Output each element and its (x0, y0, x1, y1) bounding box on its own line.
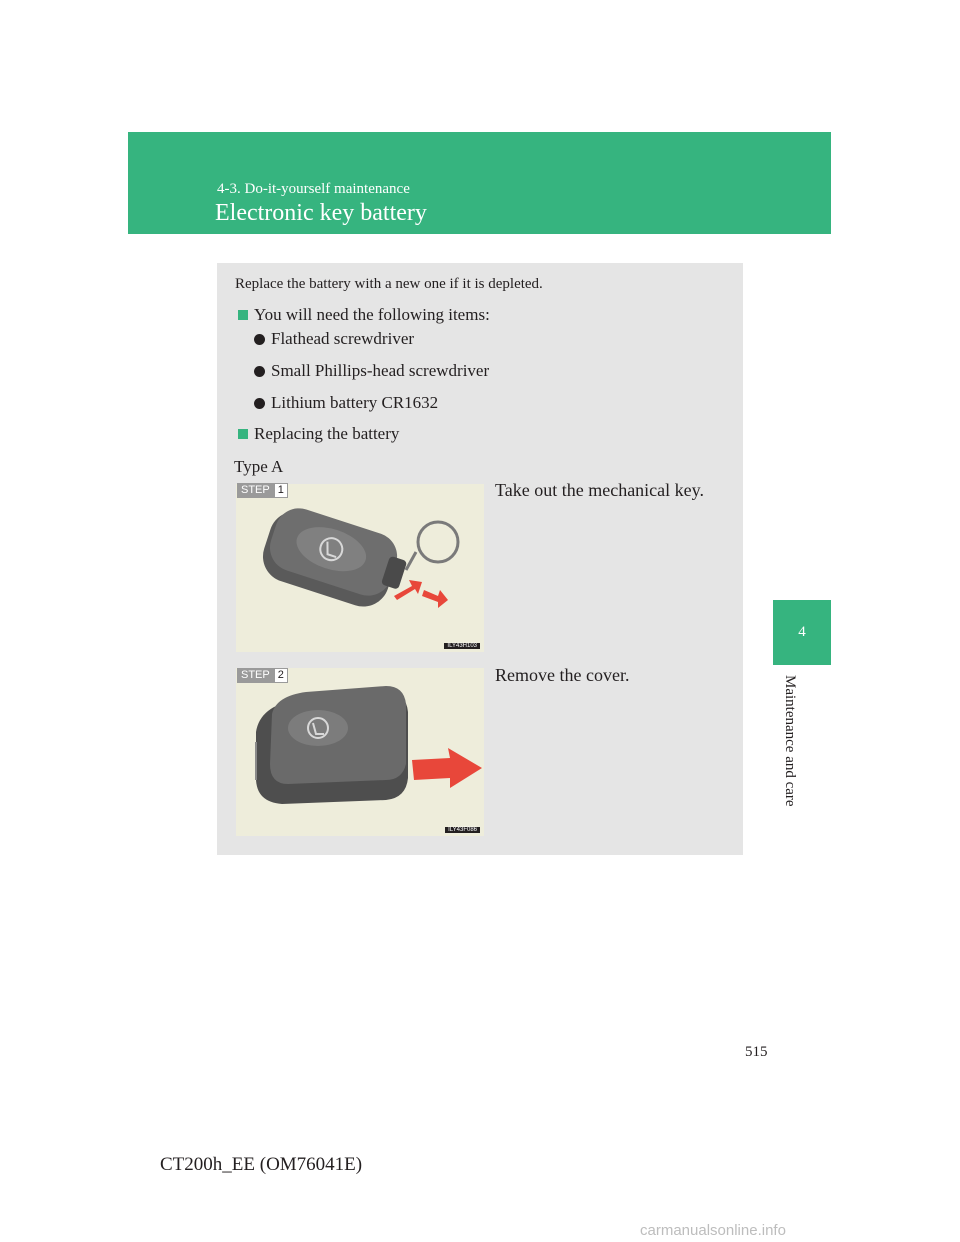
watermark: carmanualsonline.info (640, 1222, 786, 1239)
list-item-text: Flathead screwdriver (271, 329, 415, 348)
key-fob-cover-icon (236, 668, 484, 836)
chapter-tab[interactable]: 4 (773, 600, 831, 665)
list-item (254, 393, 438, 413)
list-item-text: Lithium battery CR1632 (271, 393, 439, 412)
chapter-label: Maintenance and care (782, 675, 798, 807)
round-bullet-icon (254, 366, 265, 377)
figure-code: ILY43H103 (444, 643, 480, 649)
document-code: CT200h_EE (OM76041E) (160, 1154, 363, 1175)
round-bullet-icon (254, 398, 265, 409)
type-label: Type A (234, 457, 284, 476)
step-2-badge (237, 668, 288, 683)
replace-heading-text: Replacing the battery (254, 424, 400, 443)
items-heading (238, 305, 490, 325)
step-1-illustration (236, 484, 484, 652)
square-bullet-icon (238, 310, 248, 320)
step-1-badge (237, 483, 288, 498)
replace-heading (238, 424, 399, 444)
key-fob-icon (236, 484, 484, 652)
page-title: Electronic key battery (215, 200, 427, 226)
section-label: 4-3. Do-it-yourself maintenance (217, 181, 410, 197)
step-1-text: Take out the mechanical key. (495, 480, 704, 500)
page-number: 515 (745, 1044, 768, 1060)
figure-code: ILY43F086 (445, 827, 480, 833)
intro-text: Replace the battery with a new one if it is depleted. (235, 276, 543, 292)
square-bullet-icon (238, 429, 248, 439)
items-heading-text: You will need the following items: (254, 305, 490, 324)
list-item-text: Small Phillips-head screwdriver (271, 361, 490, 380)
step-label: STEP (237, 668, 274, 683)
list-item (254, 361, 489, 381)
step-2-illustration (236, 668, 484, 836)
step-label: STEP (237, 483, 274, 498)
step-number: 2 (274, 668, 288, 683)
step-number: 1 (274, 483, 288, 498)
step-2-text: Remove the cover. (495, 665, 630, 685)
round-bullet-icon (254, 334, 265, 345)
list-item (254, 329, 414, 349)
